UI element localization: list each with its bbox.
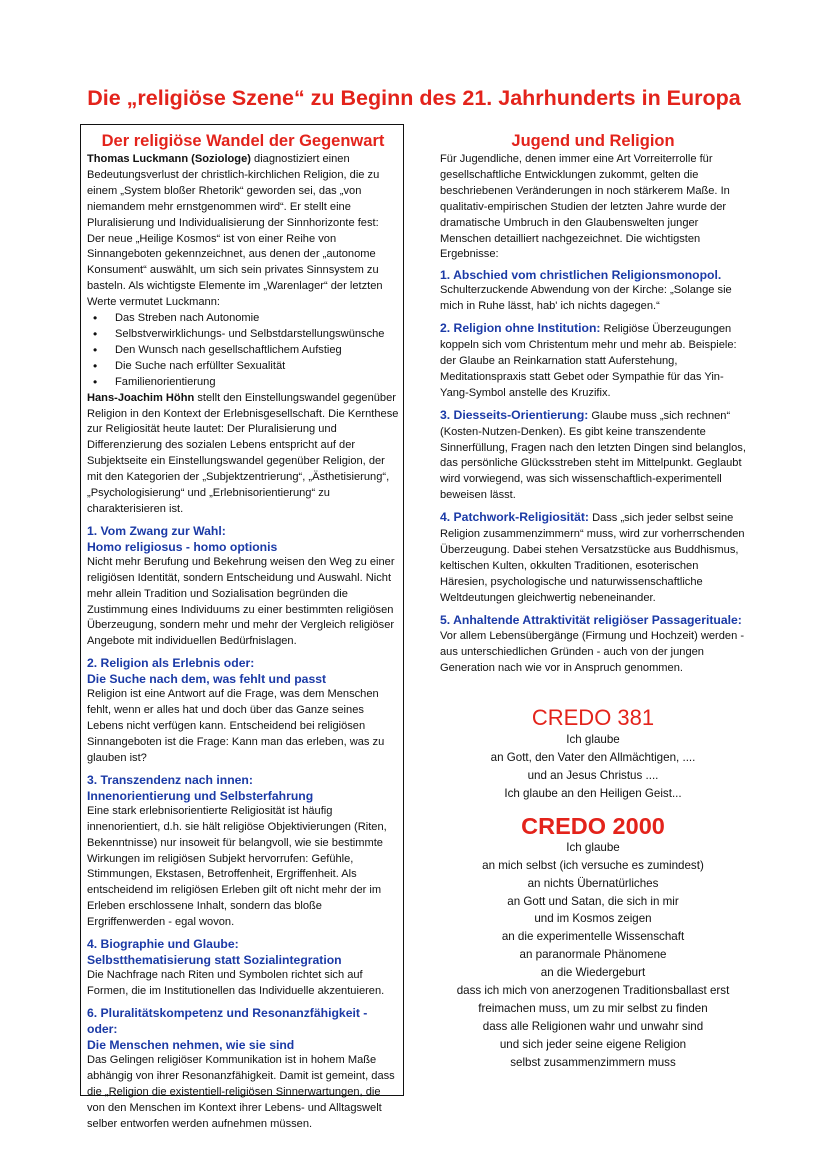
credo-line: an nichts Übernatürliches [527, 876, 659, 890]
credo-line: Ich glaube an den Heiligen Geist... [504, 786, 682, 800]
section-text: Eine stark erlebnisorientierte Religiosität ist häufig innenorientiert, d.h. sie hält religiöse Objektivierungen (Riten, Bekenntnisse) nur insoweit für belangvoll, wie sie bestimmte Wirkungen im religiösen Subjekt hervorrufen: Gefühle, Stimmungen, Ekstasen, Betroffenheit, Ergriffenheit. Als entscheidend im religiösen Erleben gilt oft nicht mehr der im Erleben erschlossene Inhalt, sondern das bloße Ergriffenwerden - egal wovon. [87, 804, 387, 929]
result-heading: 4. Patchwork-Religiosität: [440, 510, 589, 525]
credo-line: Ich glaube [566, 840, 620, 854]
credo-line: dass ich mich von anerzogenen Traditionsballast erst [456, 984, 730, 998]
result-heading: 5. Anhaltende Attraktivität religiöser Passagerituale: [440, 612, 742, 627]
result-heading: 1. Abschied vom christlichen Religionsmonopol. [440, 268, 722, 283]
list-item: • Selbstverwirklichungs- und Selbstdarstellungswünsche [115, 327, 399, 343]
result-heading: 3. Diesseits-Orientierung: [440, 407, 589, 422]
section-heading: 3. Transzendenz nach innen: Innenorientierung und Selbsterfahrung [87, 772, 314, 803]
section-heading: 4. Biographie und Glaube: Selbstthematisierung statt Sozialintegration [87, 937, 342, 968]
right-heading: Jugend und Religion [511, 132, 675, 150]
credo-line: und an Jesus Christus .... [527, 769, 659, 782]
credo-line: freimachen muss, um zu mir selbst zu finden [478, 1001, 708, 1015]
left-heading: Der religiöse Wandel der Gegenwart [101, 132, 385, 150]
result-paragraph [440, 407, 746, 504]
result-text: Schulterzuckende Abwendung von der Kirche: „Solange sie mich in Ruhe lässt, hab' ich nichts dagegen.“ [440, 284, 732, 313]
credo-381-title: CREDO 381 [531, 705, 655, 731]
credo-381 [440, 705, 746, 803]
section-text: Nicht mehr Berufung und Bekehrung weisen den Weg zu einer religiösen Identität, sondern Entscheidung und Auswahl. Nicht mehr allein Tradition und Sozialisation begründen die Zustimmung eines Individuums zu einer bestimmten religiösen Überzeugung, sondern mehr und mehr der Vergleich religiöser Angebote mit individuellen Bedürfnislagen. [87, 555, 395, 648]
credo-line: Ich glaube [566, 733, 620, 747]
luckmann-text: diagnostiziert einen Bedeutungsverlust der christlich-kirchlichen Religion, die zu einem „System bloßer Rhetorik“ geworden sei, das „von niemandem mehr ernstgenommen wird“. Er stellt eine Pluralisierung und Individualisierung der Sinnhorizonte fest: Der neue „Heilige Kosmos“ ist von einer Reihe von Sinnangeboten gekennzeichnet, aus denen der „autonome Konsument“ auswählt, um sich sein privates Sinnsystem zu basteln. Als wichtigste Elemente im „Warenlager“ der letzten Werte vermutet Luckmann: [87, 153, 383, 309]
hoehn-paragraph [87, 391, 399, 518]
result-text: Vor allem Lebensübergänge (Firmung und Hochzeit) werden - aus unterschiedlichen Gründen - auch von der jungen Generation nach wie vor in Anspruch genommen. [440, 630, 745, 675]
result-paragraph [440, 612, 746, 678]
credo-2000-title: CREDO 2000 [521, 812, 665, 839]
credo-line: an Gott, den Vater den Allmächtigen, .... [490, 751, 696, 765]
page-title: Die „religiöse Szene“ zu Beginn des 21. Jahrhunderts in Europa [87, 86, 741, 110]
section-heading: 1. Vom Zwang zur Wahl: Homo religiosus - homo optionis [87, 523, 278, 554]
section-text: Das Gelingen religiöser Kommunikation ist in hohem Maße abhängig von ihrer Resonanzfähigkeit. Damit ist gemeint, dass die „Religion die existentiell-religiösen Sinnerwartungen, die von den Menschen im Kontext ihrer Lebens- und Alltagswelt selber entworfen werden aufnehmen müssen. [87, 1053, 395, 1130]
left-column-box [80, 124, 404, 1130]
credo-line: selbst zusammenzimmern muss [510, 1055, 676, 1069]
credo-line: und sich jeder seine eigene Religion [499, 1037, 687, 1051]
result-paragraph [440, 320, 746, 402]
list-item: • Die Suche nach erfüllter Sexualität [115, 359, 399, 375]
result-heading: 2. Religion ohne Institution: [440, 321, 601, 336]
luckmann-list [87, 311, 399, 391]
credo-line: an Gott und Satan, die sich in mir [507, 894, 679, 908]
right-column [440, 131, 746, 1072]
result-text: Glaube muss „sich rechnen“ (Kosten-Nutzen-Denken). Es gibt keine transzendente Sinnerfüllung, Fragen nach den letzten Dingen sind belanglos, das persönliche Glücksstreben steht im Mittelpunkt. Geglaubt wird vorwiegend, was sich wissenschaftlich-experimentell beweisen lässt. [440, 409, 746, 502]
credo-line: und im Kosmos zeigen [534, 912, 652, 926]
section-heading: 6. Pluralitätskompetenz und Resonanzfähigkeit - oder: Die Menschen nehmen, wie sie sind [87, 1005, 368, 1052]
result-paragraph [440, 509, 746, 606]
credo-line: an paranormale Phänomene [519, 948, 667, 962]
luckmann-name: Thomas Luckmann (Soziologe) [87, 153, 251, 165]
credo-line: dass alle Religionen wahr und unwahr sind [482, 1019, 704, 1033]
credo-line: an die Wiedergeburt [540, 966, 646, 980]
credo-line: an die experimentelle Wissenschaft [501, 930, 685, 944]
credo-line: an mich selbst (ich versuche es zumindest) [482, 858, 704, 872]
luckmann-paragraph [87, 152, 399, 311]
list-item: • Das Streben nach Autonomie [115, 311, 399, 327]
credo-2000 [440, 813, 746, 1072]
hoehn-name: Hans-Joachim Höhn [87, 391, 195, 404]
section-text: Die Nachfrage nach Riten und Symbolen richtet sich auf Formen, die im Institutionellen das Individuelle akzentuieren. [87, 969, 385, 997]
intro-paragraph: Für Jugendliche, denen immer eine Art Vorreiterrolle für gesellschaftliche Entwicklungen zukommt, gelten die beschriebenen Veränderungen in noch stärkerem Maße. In qualitativ-empirischen Studien der letzten Jahre wurde der dramatische Umbruch in den Glaubenswelten junger Menschen detailliert nachgezeichnet. Die wichtigsten Ergebnisse: [440, 153, 730, 261]
section-heading: 2. Religion als Erlebnis oder: Die Suche nach dem, was fehlt und passt [87, 656, 327, 687]
list-item: • Familienorientierung [115, 375, 399, 391]
section-text: Religion ist eine Antwort auf die Frage, was dem Menschen fehlt, wenn er alles hat und doch über das Ganze seines Lebens nicht verfügen kann. Entscheidend bei religiösen Sinnangeboten ist die Frage: Kann man das erleben, was zu glauben ist? [87, 688, 385, 764]
result-text: Dass „sich jeder selbst seine Religion zusammenzimmern“ muss, wird zur vorherrschenden Überzeugung. Dabei stehen Versatzstücke aus Buddhismus, keltischen Kulten, okkulten Traditionen, esoterischen Häresien, psychologische und naturwissenschaftliche Weltdeutungen gleichwertig nebeneinander. [440, 512, 745, 604]
result-text: Religiöse Überzeugungen koppeln sich vom Christentum mehr und mehr ab. Beispiele: der Glaube an Reinkarnation statt Auferstehung, Meditationspraxis statt Gebet oder Sympathie für das Yin-Yang-Symbol anstelle des Kruzifix. [440, 323, 737, 399]
list-item: • Den Wunsch nach gesellschaftlichem Aufstieg [115, 343, 399, 359]
hoehn-text: stellt den Einstellungswandel gegenüber Religion in den Kontext der Erlebnisgesellschaft. Die Kernthese zur Religiosität heute lautet: Der Pluralisierung und Differenzierung des sozialen Lebens entspricht auf der Subjektseite ein Einstellungswandel gegenüber Religion, der mit den Kategorien der „Subjektzentrierung“, „Ästhetisierung“, „Psychologisierung“ und „Erlebnisorientierung“ zu charakterisieren ist. [87, 391, 399, 515]
